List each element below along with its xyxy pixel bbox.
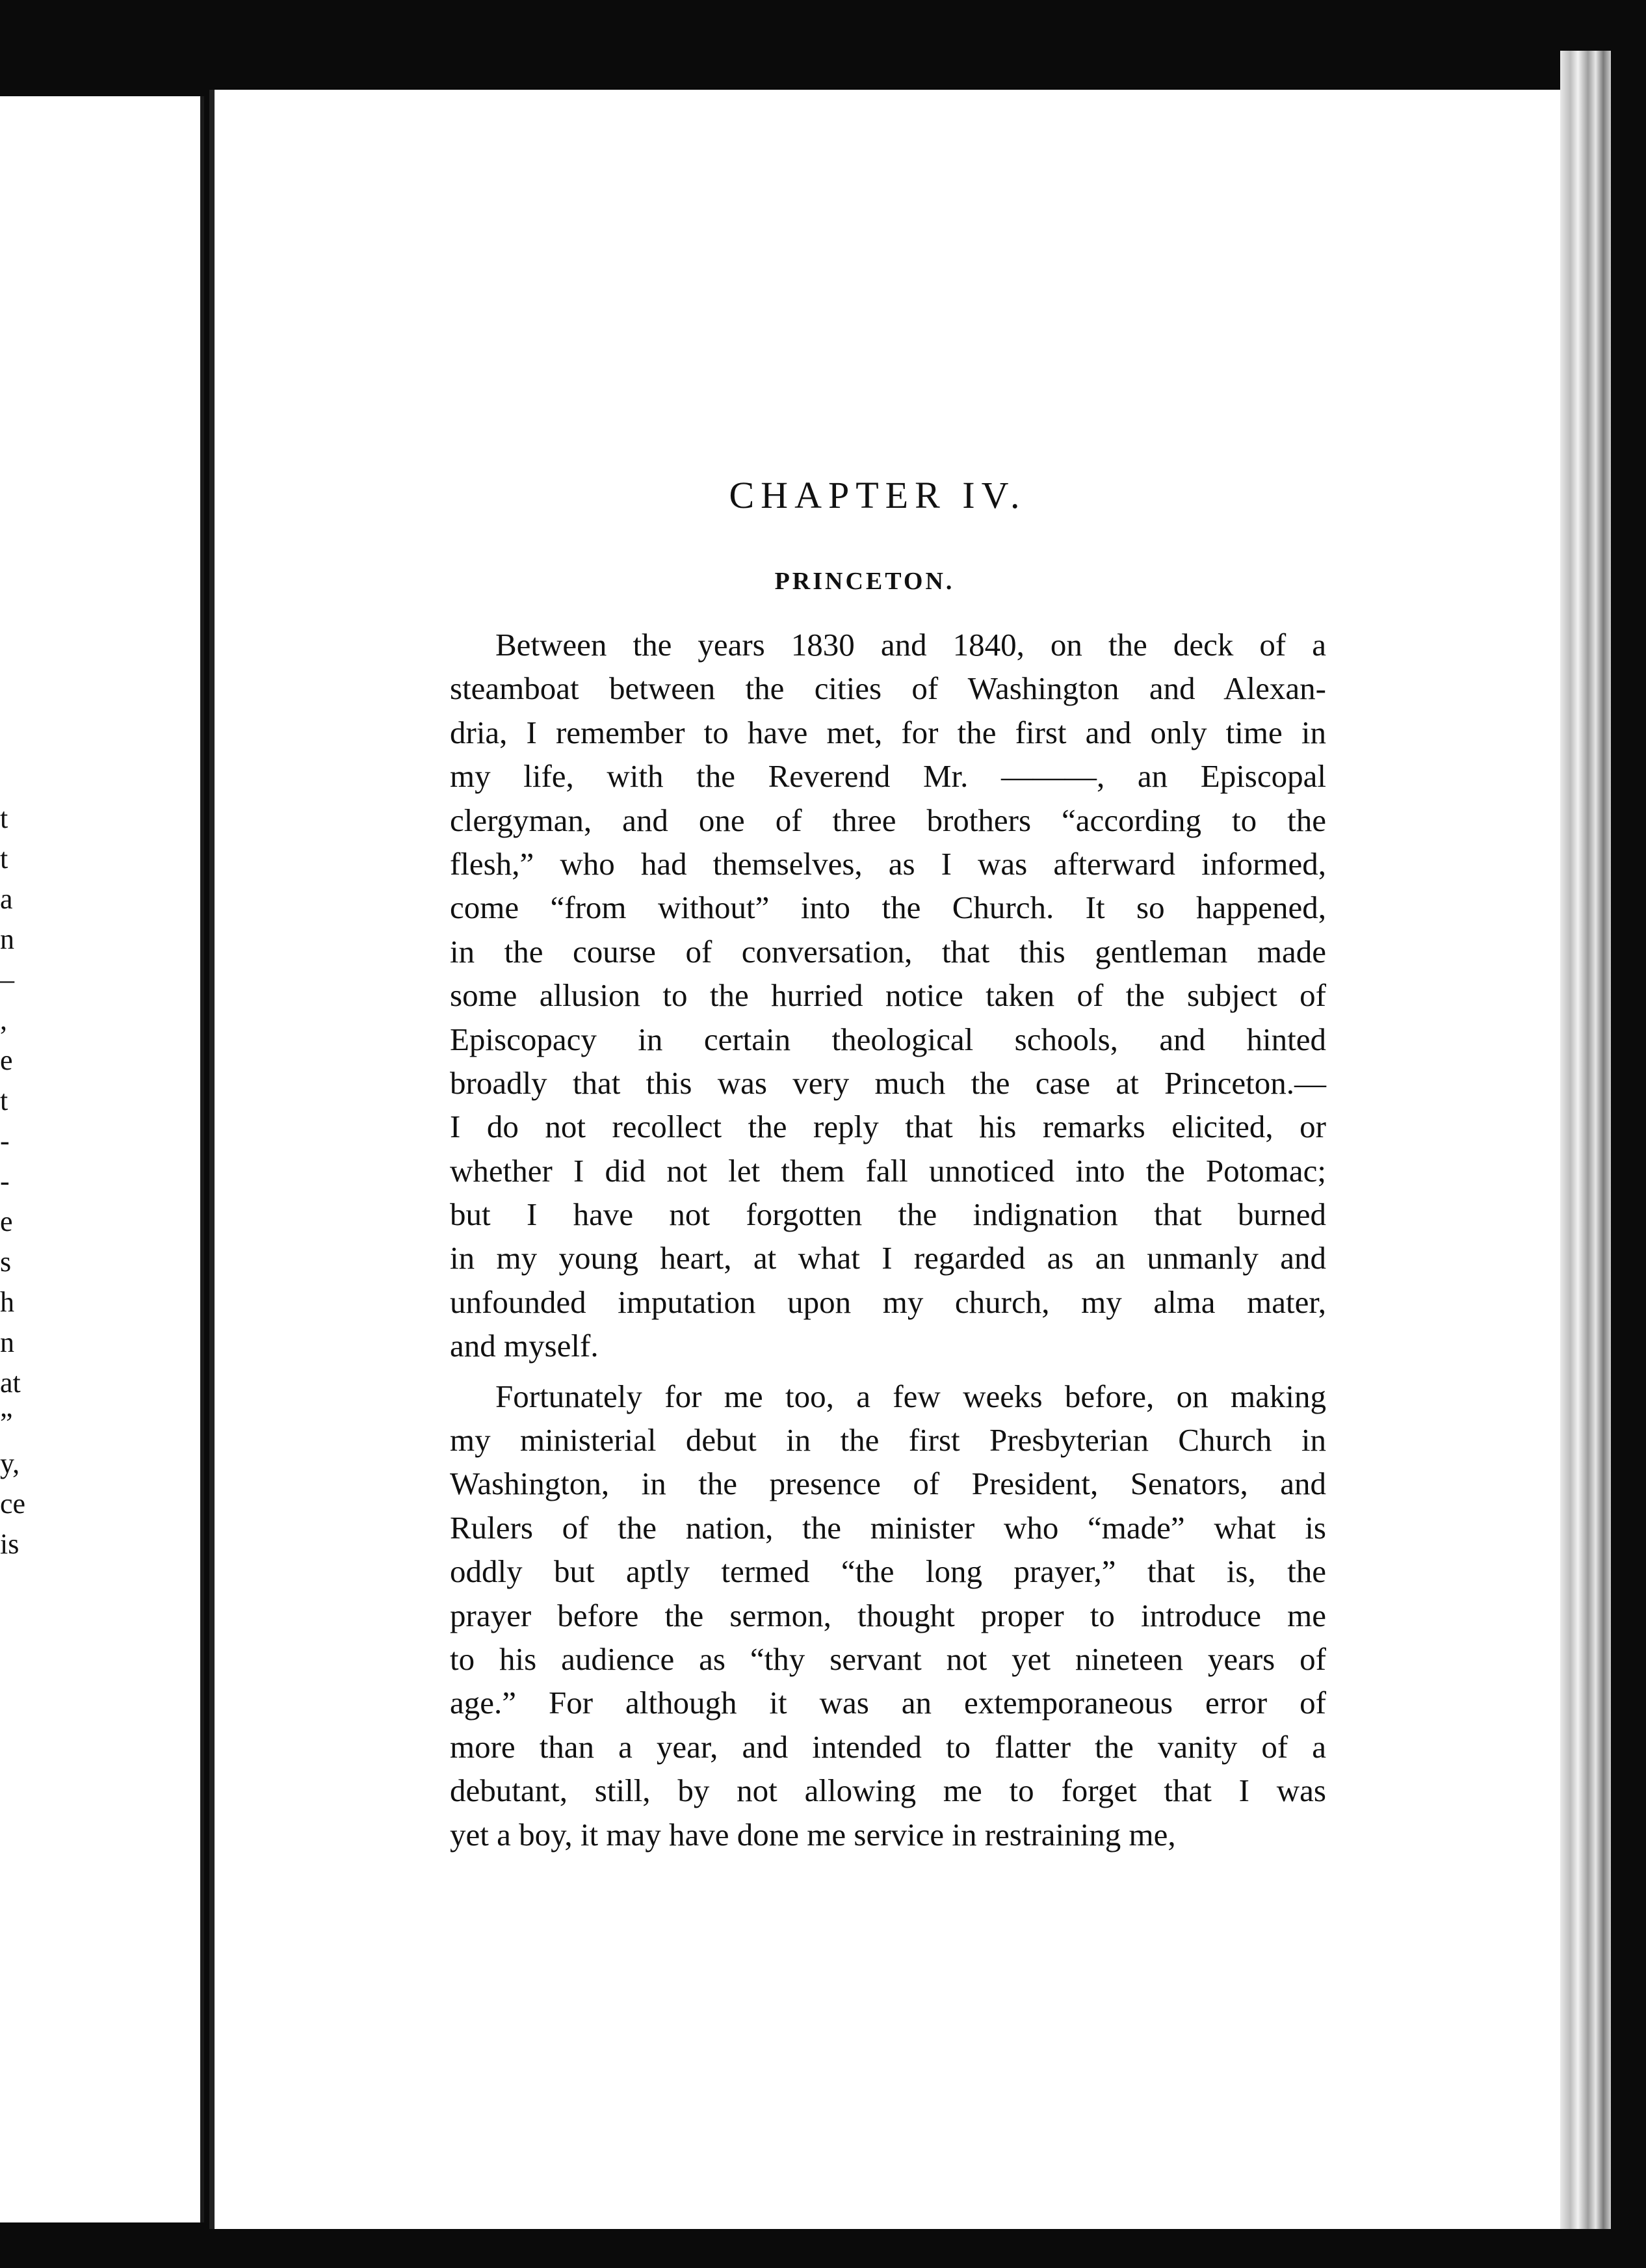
text-line: prayer before the sermon, thought proper to introduce me	[450, 1597, 1326, 1633]
text-line: come “from without” into the Church. It so happened,	[450, 890, 1326, 926]
margin-fragment: at	[0, 1367, 21, 1399]
text-line: some allusion to the hurried notice taken of the subject of	[450, 977, 1326, 1014]
text-line: Rulers of the nation, the minister who “made” what is	[450, 1509, 1326, 1546]
text-line: age.” For although it was an extemporaneous error of	[450, 1685, 1326, 1721]
chapter-title: CHAPTER IV.	[729, 474, 1026, 516]
text-line: oddly but aptly termed “the long prayer,” that is, the	[450, 1553, 1326, 1590]
text-line: but I have not forgotten the indignation that burned	[450, 1196, 1326, 1233]
left-margin-fragments	[0, 798, 39, 1564]
text-line: I do not recollect the reply that his remarks elicited, or	[450, 1109, 1326, 1145]
text-line: whether I did not let them fall unnoticed into the Potomac;	[450, 1152, 1326, 1189]
text-line: unfounded imputation upon my church, my alma mater,	[450, 1284, 1326, 1320]
chapter-subtitle: PRINCETON.	[774, 568, 955, 595]
text-line: Fortunately for me too, a few weeks before, on making	[495, 1378, 1326, 1414]
text-line: Episcopacy in certain theological schools, and hinted	[450, 1021, 1326, 1057]
text-line: Washington, in the presence of President, Senators, and	[450, 1466, 1326, 1502]
text-line: to his audience as “thy servant not yet nineteen years of	[450, 1641, 1326, 1677]
paragraph-gap	[450, 1368, 1326, 1375]
text-line: in my young heart, at what I regarded as an unmanly and	[450, 1240, 1326, 1276]
text-line: steamboat between the cities of Washington and Alexan-	[450, 670, 1326, 707]
text-line: my life, with the Reverend Mr. ———, an Episcopal	[450, 758, 1326, 795]
text-line: clergyman, and one of three brothers “according to the	[450, 802, 1326, 838]
text-line: my ministerial debut in the first Presbyterian Church in	[450, 1422, 1326, 1458]
page-edge	[1560, 51, 1611, 2229]
text-line: in the course of conversation, that this gentleman made	[450, 933, 1326, 969]
text-line: debutant, still, by not allowing me to forget that I was	[450, 1773, 1326, 1809]
margin-fragment: t	[0, 802, 8, 834]
text-line: and myself.	[450, 1328, 599, 1364]
paragraph	[450, 1375, 1326, 1856]
body-text	[450, 623, 1326, 1856]
margin-fragment: ,	[0, 1004, 7, 1036]
margin-fragment: n	[0, 1326, 14, 1358]
margin-fragment: -	[0, 1165, 10, 1197]
text-line: flesh,” who had themselves, as I was afterward informed,	[450, 845, 1326, 882]
text-line: broadly that this was very much the case at Princeton.—	[450, 1064, 1326, 1101]
margin-fragment: t	[0, 1085, 8, 1116]
margin-fragment: e	[0, 1206, 13, 1237]
margin-fragment: ”	[0, 1407, 13, 1439]
margin-fragment: -	[0, 1125, 10, 1157]
paragraph	[450, 623, 1326, 1368]
text-line: dria, I remember to have met, for the first and only time in	[450, 714, 1326, 750]
margin-fragment: ce	[0, 1488, 26, 1520]
text-line: yet a boy, it may have done me service in restraining me,	[450, 1816, 1176, 1853]
margin-fragment: s	[0, 1246, 12, 1278]
margin-fragment: n	[0, 923, 14, 955]
text-line: more than a year, and intended to flatter the vanity of a	[450, 1728, 1326, 1765]
margin-fragment: –	[0, 964, 14, 996]
left-page	[0, 96, 204, 2222]
margin-fragment: t	[0, 843, 8, 875]
margin-fragment: h	[0, 1286, 14, 1318]
margin-fragment: y,	[0, 1447, 20, 1479]
text-line: Between the years 1830 and 1840, on the deck of a	[495, 627, 1326, 663]
margin-fragment: is	[0, 1528, 20, 1560]
margin-fragment: e	[0, 1044, 13, 1076]
margin-fragment: a	[0, 883, 13, 915]
